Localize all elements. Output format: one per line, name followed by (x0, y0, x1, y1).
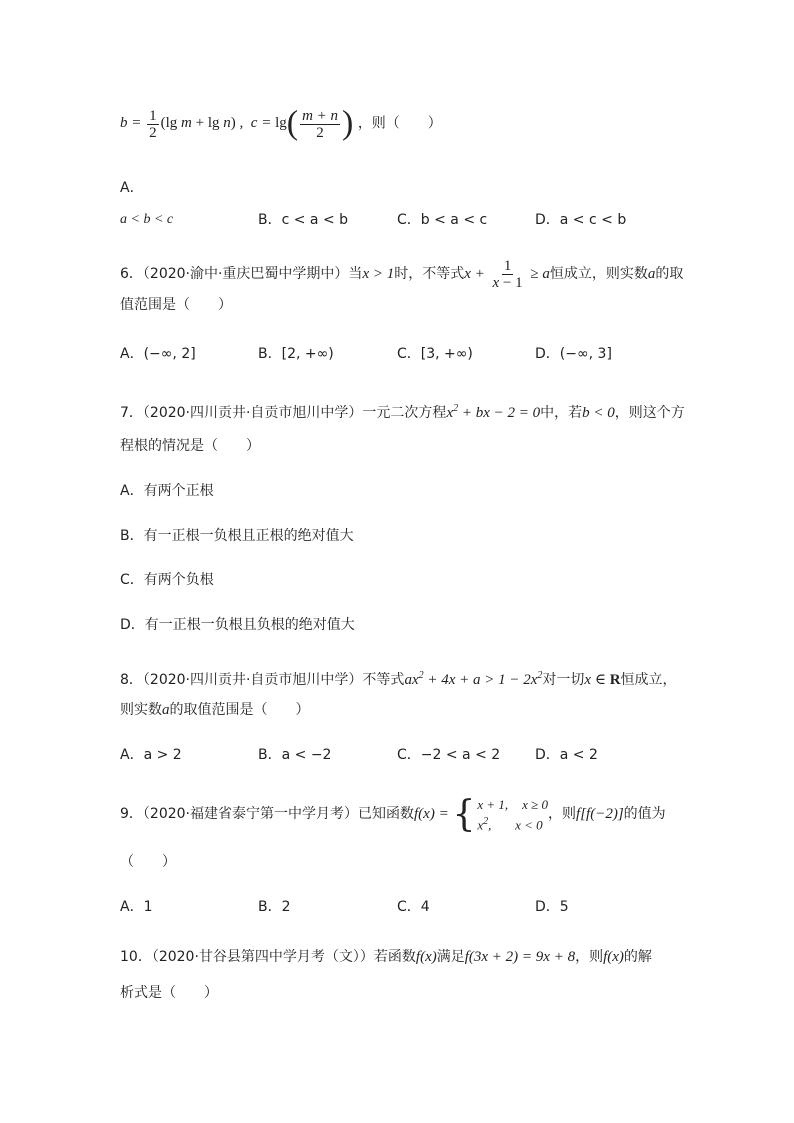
q5-option-d: D．a < c < b (535, 212, 627, 228)
q8-text-c: 恒成立， (620, 672, 677, 688)
q6-option-a: A．(−∞, 2] (120, 346, 196, 362)
q8-line2 (120, 700, 310, 720)
q10-text-b: 满足 (436, 949, 465, 965)
q8-option-c: C．−2 < a < 2 (397, 747, 501, 763)
q8-text-b: 对一切 (542, 672, 585, 688)
q7-text-c: ，则这个方 (614, 405, 685, 421)
q6-cond: x > 1 (362, 265, 395, 282)
q8-text-e: 的取值范围是（ ） (169, 702, 310, 718)
q7-option-b: B．有一正根一负根且正根的绝对值大 (120, 528, 354, 544)
q8-var: a (162, 702, 170, 718)
q9-option-c: C．4 (397, 899, 430, 915)
q5-option-b: B．c < a < b (258, 212, 349, 228)
q7-line2: 程根的情况是（ ） (120, 438, 260, 454)
q5-formula: b = $\frac{1}{2}$ (lg m + lg n) , c = lg( $\frac{m + n}{2}$ ) (120, 105, 354, 142)
q9-option-d: D．5 (535, 899, 569, 915)
q9-expression: f[f(−2)] (576, 806, 624, 823)
q7-text-b: 中，若 (540, 405, 583, 421)
q8-domain: x ∈ R (584, 672, 621, 688)
q9-function: f(x) = { x + 1, x ≥ 0 $x^2$, x < 0 (414, 793, 549, 835)
q9-text-b: ，则 (548, 806, 577, 823)
q6-text-b: 时，不等式 (394, 265, 465, 282)
q6-option-b: B．[2, +∞) (258, 346, 334, 362)
q9-option-b: B．2 (258, 899, 291, 915)
q7-text-a: 7．（2020·四川贡井·自贡市旭川中学）一元二次方程 (120, 405, 447, 421)
q6-line2: 值范围是（ ） (120, 297, 232, 313)
q6-text-a: 6．（2020·渝中·重庆巴蜀中学期中）当 (120, 265, 363, 282)
q9-line1 (120, 793, 666, 835)
q10-text-c: ，则 (575, 949, 604, 965)
q6-option-c: C．[3, +∞) (397, 346, 473, 362)
q7-option-a: A．有两个正根 (120, 483, 214, 499)
q10-text-d: 的解 (623, 949, 652, 965)
q10-equation: f(3x + 2) = 9x + 8 (464, 949, 576, 965)
q6-line1 (120, 258, 683, 291)
q7-equation: $x^2$ + bx − 2 = 0 (446, 403, 541, 421)
q5-option-c: C．b < a < c (397, 212, 488, 228)
q6-text-c: 恒成立，则实数 (549, 265, 648, 282)
q6-option-d: D．(−∞, 3] (535, 346, 612, 362)
q10-line1 (120, 947, 652, 967)
q6-text-d: 的取 (655, 265, 684, 282)
q8-option-d: D．a < 2 (535, 747, 598, 763)
q6-inequality: x + $\frac{1}{x - 1}$ ≥ a (464, 258, 550, 291)
q8-text-a: 8．（2020·四川贡井·自贡市旭川中学）不等式 (120, 672, 405, 688)
q7-option-d: D．有一正根一负根且负根的绝对值大 (120, 617, 355, 633)
q7-cond: b < 0 (582, 405, 615, 421)
q5-option-a-label: A． (120, 180, 144, 196)
q7-line1 (120, 399, 685, 423)
q5-formula-line (120, 107, 442, 141)
q9-text-c: 的值为 (623, 806, 666, 823)
q8-inequality: $ax^2 + 4x + a > 1 - 2x^2$ (404, 670, 543, 688)
q5-question-tail: ，则（ ） (357, 115, 442, 132)
q6-var: a (647, 265, 656, 282)
q7-option-c: C．有两个负根 (120, 572, 214, 588)
q5-option-a: a < b < c (120, 212, 174, 227)
q9-option-a: A．1 (120, 899, 153, 915)
q8-text-d: 则实数 (120, 702, 162, 718)
q9-text-a: 9．（2020·福建省泰宁第一中学月考）已知函数 (120, 806, 414, 823)
q8-option-a: A．a > 2 (120, 747, 182, 763)
q10-function: f(x) (415, 949, 437, 965)
q8-line1 (120, 666, 677, 690)
q8-option-b: B．a < −2 (258, 747, 332, 763)
q10-line2: 析式是（ ） (120, 985, 218, 1001)
q10-text-a: 10．（2020·甘谷县第四中学月考（文））若函数 (120, 949, 416, 965)
q10-function-2: f(x) (603, 949, 624, 965)
q9-line2: （ ） (120, 854, 176, 870)
